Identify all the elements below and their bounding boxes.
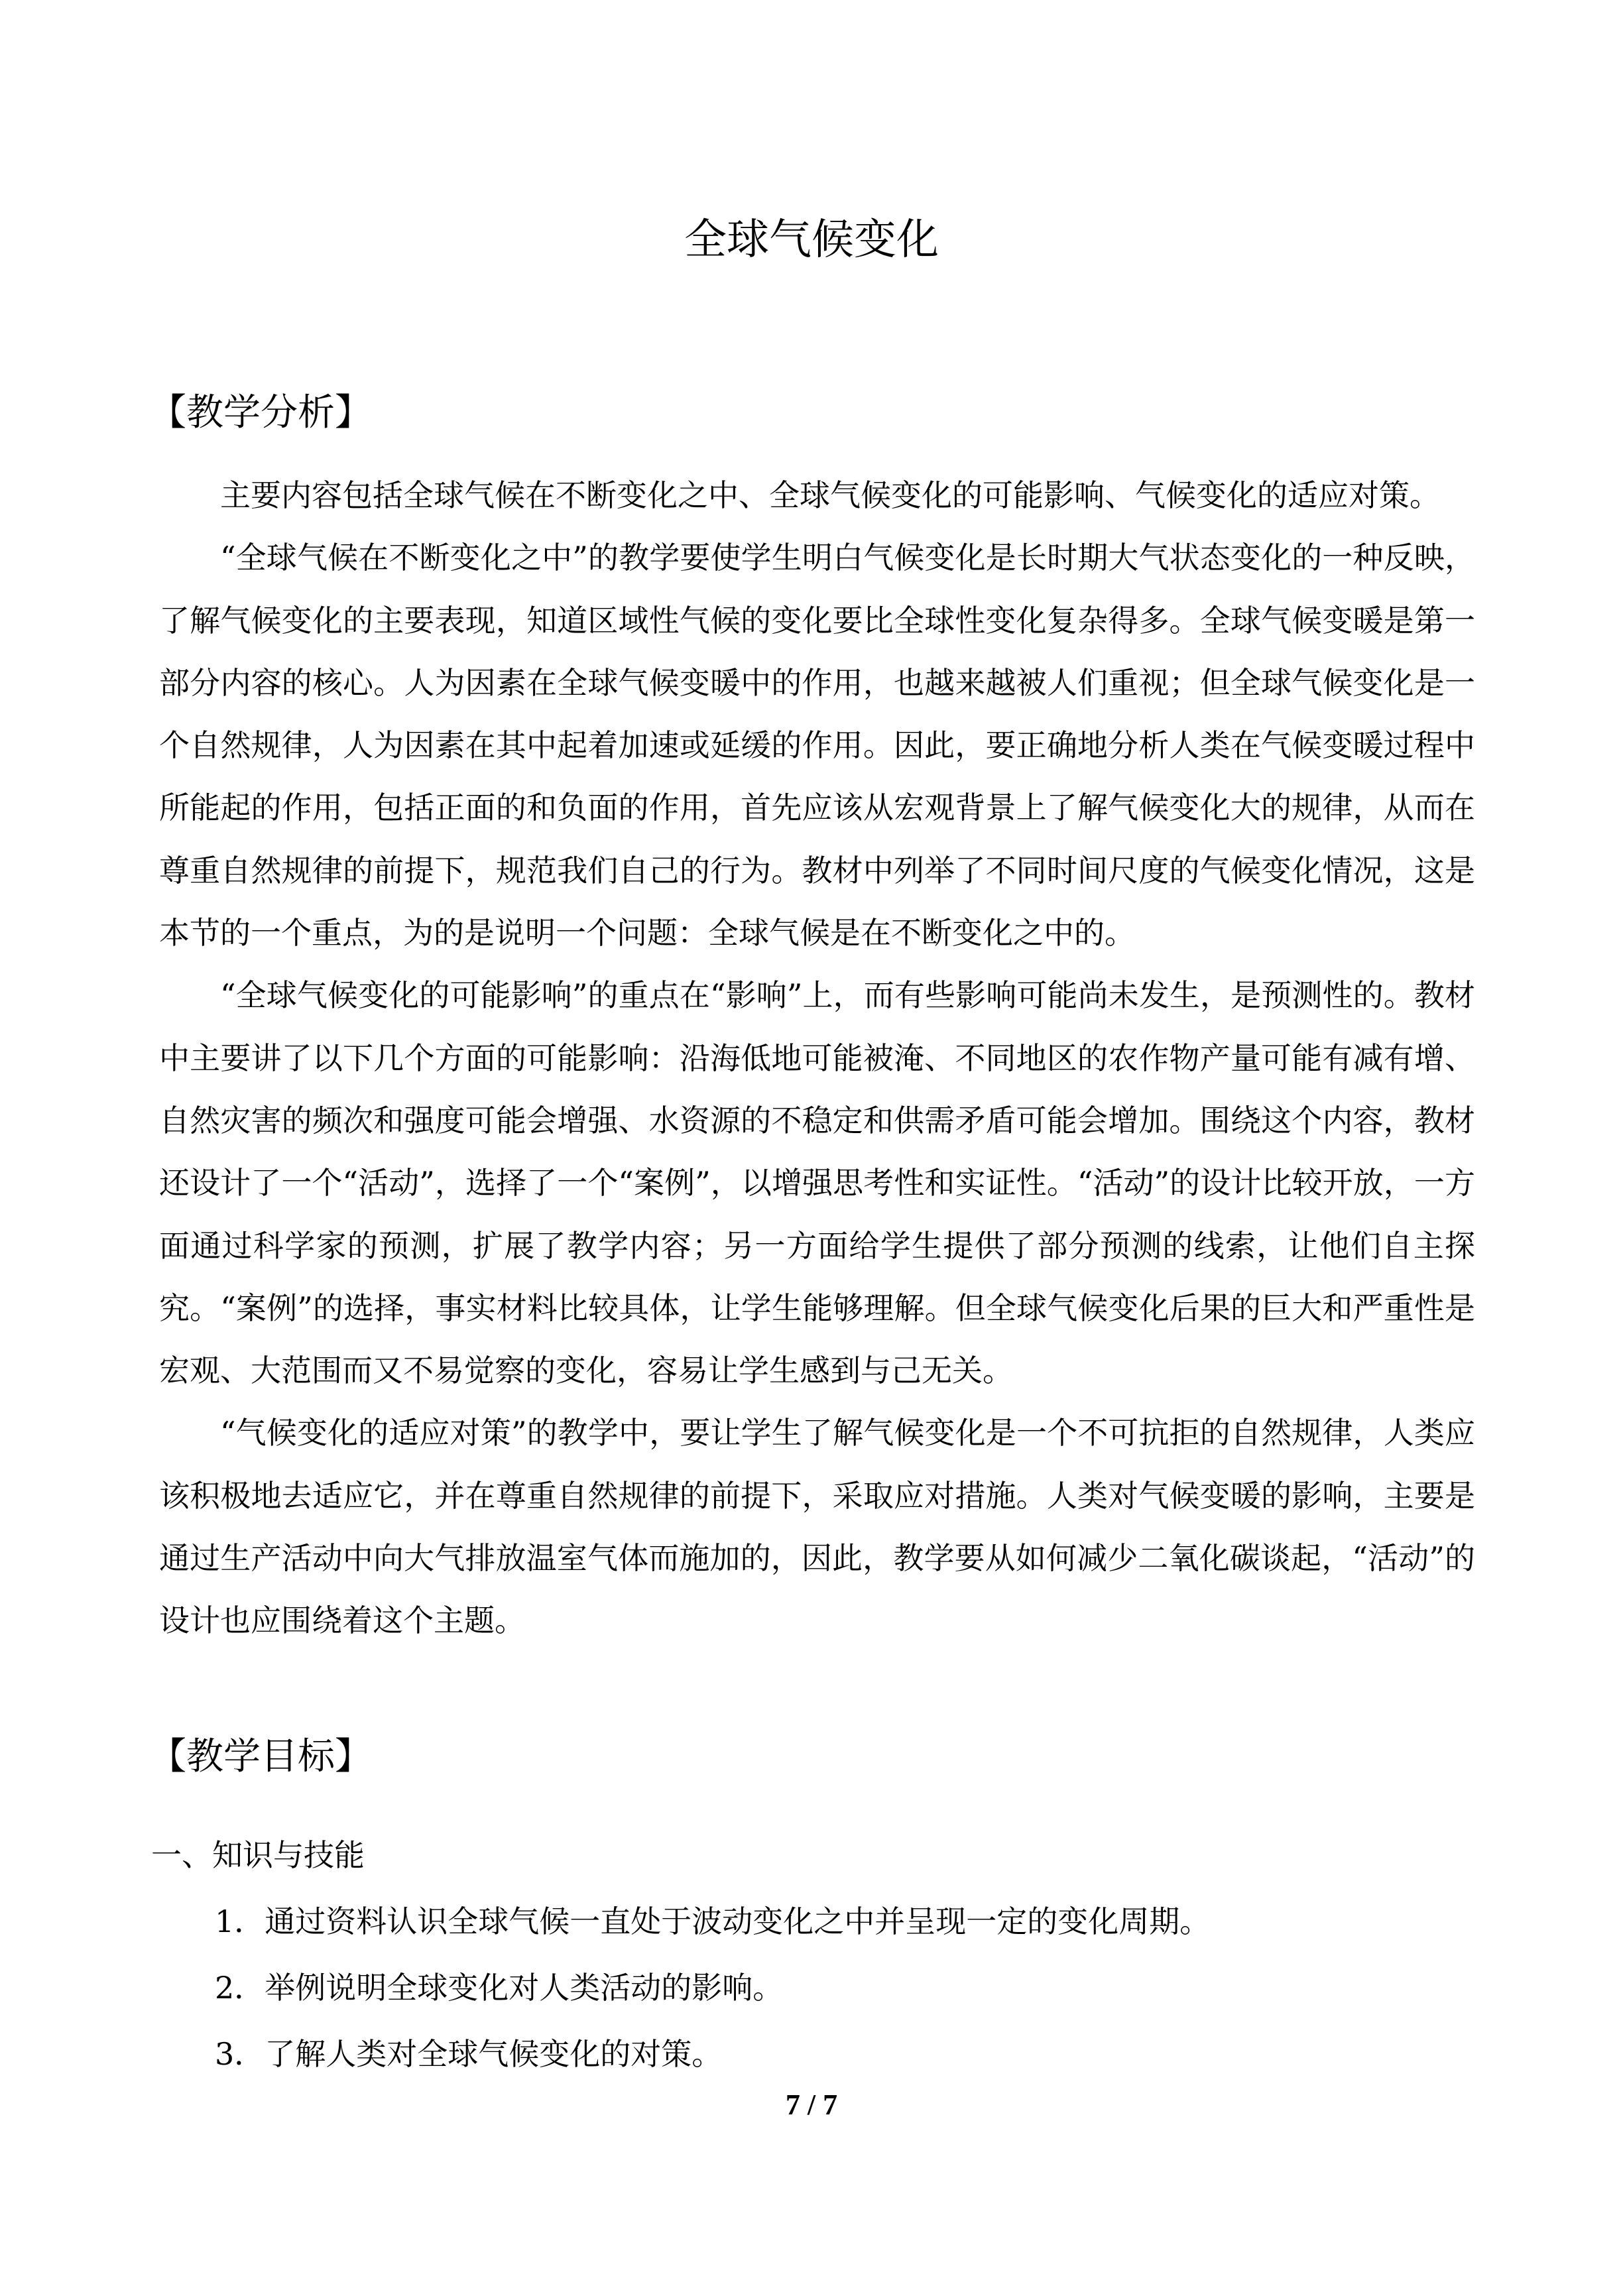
document-title: 全球气候变化 [684, 215, 939, 265]
goals-body [151, 1822, 1471, 2087]
goal-item: 2．举例说明全球变化对人类活动的影响。 [215, 1970, 784, 2006]
goal-item: 1．通过资料认识全球气候一直处于波动变化之中并呈现一定的变化周期。 [215, 1903, 1211, 1939]
page-number: 7 / 7 [785, 2088, 838, 2121]
analysis-paragraph: 主要内容包括全球气候在不断变化之中、全球气候变化的可能影响、气候变化的适应对策。 [220, 477, 1440, 513]
analysis-paragraph: “气候变化的适应对策”的教学中，要让学生了解气候变化是一个不可抗拒的自然规律，人类应该积极地去适应它，并在尊重自然规律的前提下，采取应对措施。人类对气候变暖的影响，主要是通过生产活动中向大气排放温室气体而施加的，因此，教学要从如何减少二氧化碳谈起，“活动”的设计也应围绕着这个主题。 [159, 1415, 1475, 1639]
analysis-paragraph: “全球气候变化的可能影响”的重点在“影响”上，而有些影响可能尚未发生，是预测性的。教材中主要讲了以下几个方面的可能影响：沿海低地可能被淹、不同地区的农作物产量可能有减有增、自然灾害的频次和强度可能会增强、水资源的不稳定和供需矛盾可能会增加。围绕这个内容，教材还设计了一个“活动”，选择了一个“案例”，以增强思考性和实证性。“活动”的设计比较开放，一方面通过科学家的预测，扩展了教学内容；另一方面给学生提供了部分预测的线索，让他们自主探究。“案例”的选择，事实材料比较具体，让学生能够理解。但全球气候变化后果的巨大和严重性是宏观、大范围而又不易觉察的变化，容易让学生感到与己无关。 [159, 977, 1475, 1389]
analysis-body [159, 464, 1475, 1652]
analysis-paragraph: “全球气候在不断变化之中”的教学要使学生明白气候变化是长时期大气状态变化的一种反映，了解气候变化的主要表现，知道区域性气候的变化要比全球性变化复杂得多。全球气候变暖是第一部分内容的核心。人为因素在全球气候变暖中的作用，也越来越被人们重视；但全球气候变化是一个自然规律，人为因素在其中起着加速或延缓的作用。因此，要正确地分析人类在气候变暖过程中所能起的作用，包括正面的和负面的作用，首先应该从宏观背景上了解气候变化大的规律，从而在尊重自然规律的前提下，规范我们自己的行为。教材中列举了不同时间尺度的气候变化情况，这是本节的一个重点，为的是说明一个问题：全球气候是在不断变化之中的。 [159, 540, 1475, 951]
goals-subheading: 一、知识与技能 [151, 1837, 365, 1873]
goal-item: 3．了解人类对全球气候变化的对策。 [215, 2036, 723, 2072]
section-heading-analysis: 【教学分析】 [149, 391, 372, 434]
section-heading-goals: 【教学目标】 [149, 1735, 372, 1778]
